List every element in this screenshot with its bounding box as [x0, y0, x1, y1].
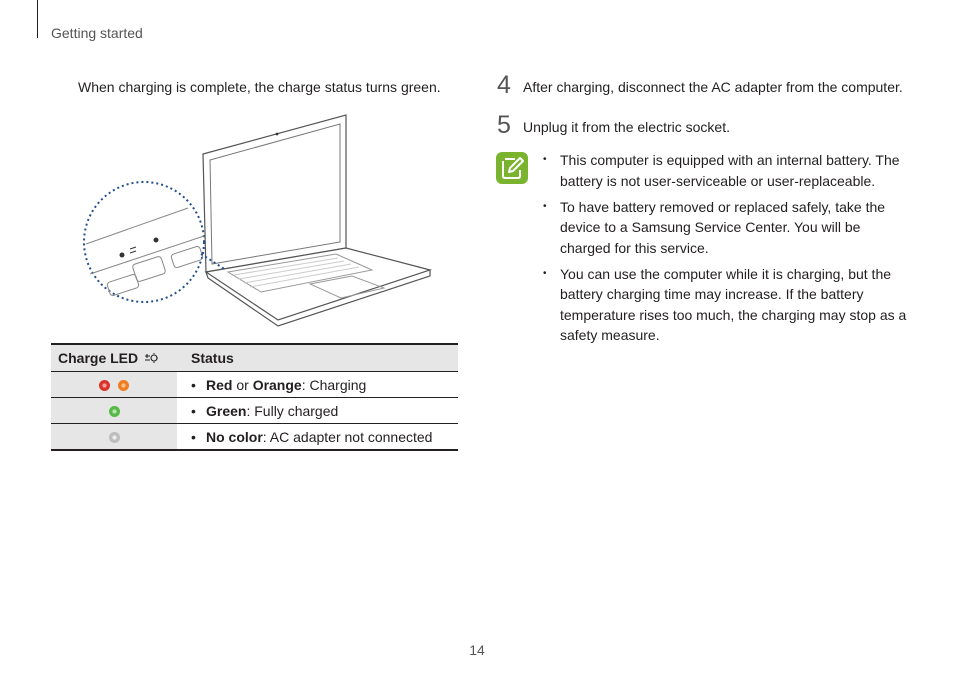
- step-text: After charging, disconnect the AC adapter from the computer.: [523, 79, 903, 95]
- status-cell: [177, 372, 458, 398]
- charge-led-table: [51, 343, 458, 451]
- intro-text: When charging is complete, the charge status turns green.: [78, 79, 441, 95]
- led-indicator-cell: [51, 424, 177, 451]
- bullet-icon: •: [191, 402, 196, 419]
- table-row: [51, 398, 458, 424]
- status-cell: [177, 424, 458, 451]
- note-item: [543, 264, 913, 346]
- status-color-label: Red: [206, 376, 233, 393]
- status-color-label: No color: [206, 428, 263, 445]
- notes-list: [543, 150, 913, 351]
- note-text: To have battery removed or replaced safely, take the device to a Samsung Service Center. You will be charged for this service.: [560, 198, 886, 256]
- charge-led-header: [51, 344, 177, 372]
- status-header: Status: [177, 344, 458, 372]
- bullet-icon: •: [543, 154, 547, 165]
- table-row: [51, 424, 458, 451]
- note-pencil-icon: [496, 152, 528, 184]
- off-led-icon: [109, 432, 120, 443]
- table-header-row: [51, 344, 458, 372]
- status-description: : Charging: [301, 376, 367, 393]
- step-number: 5: [497, 111, 511, 139]
- note-text: You can use the computer while it is charging, but the battery charging time may increase. If the battery temperature rises too much, the charging may stop as a safety measure.: [560, 265, 907, 343]
- status-joiner: or: [232, 376, 253, 393]
- orange-led-icon: [118, 380, 129, 391]
- note-item: [543, 197, 913, 259]
- status-cell: [177, 398, 458, 424]
- section-title: Getting started: [51, 25, 143, 41]
- step-number: 4: [497, 71, 511, 99]
- note-text: This computer is equipped with an internal battery. The battery is not user-serviceable or user-replaceable.: [560, 152, 900, 189]
- bullet-icon: •: [191, 428, 196, 445]
- page-number: 14: [469, 642, 485, 658]
- status-description: : AC adapter not connected: [262, 428, 433, 445]
- header-rule: [37, 0, 38, 38]
- bullet-icon: •: [543, 200, 547, 212]
- laptop-illustration: [78, 112, 438, 332]
- status-description: : Fully charged: [246, 402, 339, 419]
- status-color-label: Green: [206, 402, 247, 419]
- charge-led-icon: [144, 352, 158, 364]
- led-indicator-cell: [51, 398, 177, 424]
- step-text: Unplug it from the electric socket.: [523, 119, 730, 135]
- led-indicator-cell: [51, 372, 177, 398]
- note-item: [543, 150, 913, 191]
- charge-led-header-label: Charge LED: [58, 350, 139, 366]
- table-row: [51, 372, 458, 398]
- red-led-icon: [99, 380, 110, 391]
- green-led-icon: [109, 406, 120, 417]
- status-color-label: Orange: [252, 376, 302, 393]
- bullet-icon: •: [543, 267, 547, 279]
- bullet-icon: •: [191, 376, 196, 393]
